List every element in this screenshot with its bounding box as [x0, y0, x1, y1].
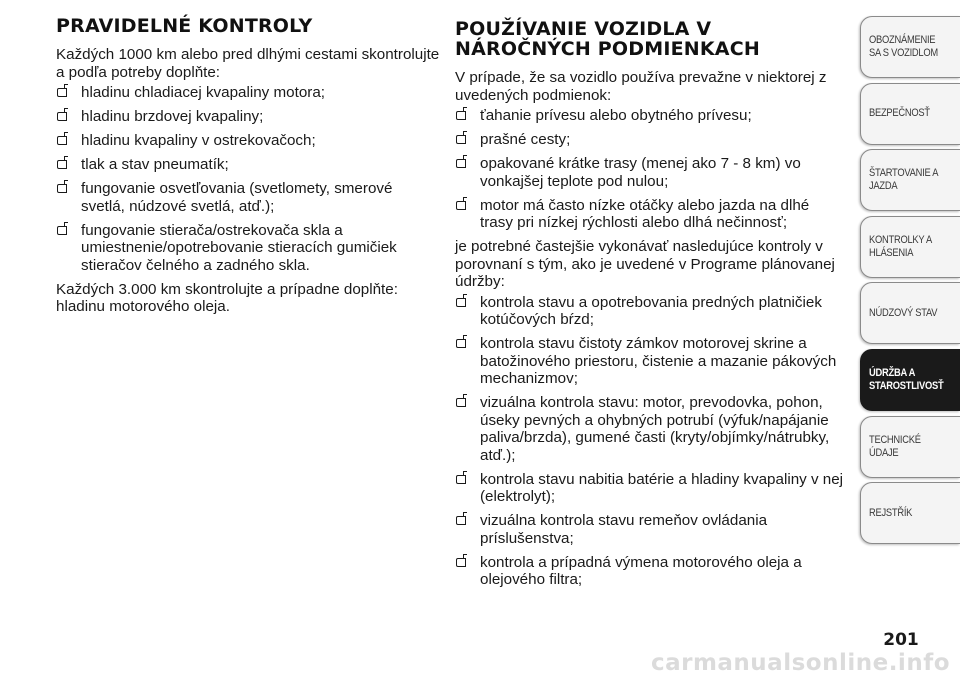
- list-item: ťahanie prívesu alebo obytného prívesu;: [455, 107, 845, 125]
- list-item: fungovanie stierača/ostrekovača skla a umiestnenie/opotrebovanie stieracích gumičiek stieračov čelného a zadného skla.: [56, 222, 440, 275]
- tab-index[interactable]: REJSTŘÍK: [860, 482, 960, 544]
- list-item: kontrola a prípadná výmena motorového oleja a olejového filtra;: [455, 554, 845, 589]
- list-item: kontrola stavu a opotrebovania predných platničiek kotúčových bŕzd;: [455, 294, 845, 329]
- list-item: kontrola stavu čistoty zámkov motorovej skrine a batožinového priestoru, čistenie a mazanie pákových mechanizmov;: [455, 335, 845, 388]
- list-item: prašné cesty;: [455, 131, 845, 149]
- intro-paragraph: Každých 1000 km alebo pred dlhými cestami skontrolujte a podľa potreby doplňte:: [56, 46, 440, 81]
- section-title-severe-conditions: POUŽÍVANIE VOZIDLA V NÁROČNÝCH PODMIENKACH: [455, 18, 760, 60]
- tab-technical-data[interactable]: TECHNICKÉ ÚDAJE: [860, 416, 960, 478]
- checkbox-bullet-icon: [57, 160, 67, 169]
- checkbox-bullet-icon: [456, 516, 466, 525]
- tab-safety[interactable]: BEZPEČNOSŤ: [860, 83, 960, 145]
- list-item: tlak a stav pneumatík;: [56, 156, 440, 174]
- checkbox-bullet-icon: [456, 339, 466, 348]
- tab-vehicle-intro[interactable]: OBOZNÁMENIE SA S VOZIDLOM: [860, 16, 960, 78]
- list-item: opakované krátke trasy (menej ako 7 - 8 km) vo vonkajšej teplote pod nulou;: [455, 155, 845, 190]
- conditions-intro: V prípade, že sa vozidlo používa prevažne v niektorej z uvedených podmienok:: [455, 69, 827, 104]
- checkbox-bullet-icon: [456, 159, 466, 168]
- checkbox-bullet-icon: [456, 135, 466, 144]
- checkbox-bullet-icon: [57, 88, 67, 97]
- list-item: kontrola stavu nabitia batérie a hladiny kvapaliny v nej (elektrolyt);: [455, 471, 845, 506]
- list-item: motor má často nízke otáčky alebo jazda na dlhé trasy pri nízkej rýchlosti alebo dlhá nečinnosť;: [455, 197, 845, 232]
- checkbox-bullet-icon: [57, 184, 67, 193]
- tab-maintenance[interactable]: ÚDRŽBA A STAROSTLIVOSŤ: [860, 349, 960, 411]
- checkbox-bullet-icon: [456, 111, 466, 120]
- oil-check-paragraph: Každých 3.000 km skontrolujte a prípadne doplňte: hladinu motorového oleja.: [56, 280, 398, 315]
- list-item: hladinu brzdovej kvapaliny;: [56, 108, 440, 126]
- chapter-tabs: [860, 16, 960, 549]
- checkbox-bullet-icon: [456, 558, 466, 567]
- more-frequent-checks-paragraph: je potrebné častejšie vykonávať nasledujúce kontroly v porovnaní s tým, ako je uvedené v Programe plánovanej údržby:: [455, 238, 835, 290]
- list-item: vizuálna kontrola stavu remeňov ovládania príslušenstva;: [455, 512, 845, 547]
- checkbox-bullet-icon: [57, 112, 67, 121]
- check-list: [56, 84, 440, 274]
- left-column: [56, 16, 440, 316]
- checkbox-bullet-icon: [456, 201, 466, 210]
- checkbox-bullet-icon: [456, 298, 466, 307]
- right-column: [455, 16, 845, 595]
- checkbox-bullet-icon: [57, 136, 67, 145]
- list-item: fungovanie osvetľovania (svetlomety, smerové svetlá, núdzové svetlá, atď.);: [56, 180, 440, 215]
- checkbox-bullet-icon: [456, 398, 466, 407]
- checks-list: [455, 294, 845, 589]
- tab-emergency[interactable]: NÚDZOVÝ STAV: [860, 282, 960, 344]
- tab-warning-lights[interactable]: KONTROLKY A HLÁSENIA: [860, 216, 960, 278]
- watermark: carmanualsonline.info: [650, 650, 950, 676]
- section-title-regular-checks: PRAVIDELNÉ KONTROLY: [56, 15, 313, 37]
- page-number: 201: [883, 630, 919, 650]
- list-item: hladinu chladiacej kvapaliny motora;: [56, 84, 440, 102]
- list-item: hladinu kvapaliny v ostrekovačoch;: [56, 132, 440, 150]
- list-item: vizuálna kontrola stavu: motor, prevodovka, pohon, úseky pevných a ohybných potrubí (výfuk/napájanie paliva/brzda), gumené časti (kryty/objímky/nátrubky, atď.);: [455, 394, 845, 464]
- checkbox-bullet-icon: [57, 226, 67, 235]
- checkbox-bullet-icon: [456, 475, 466, 484]
- tab-starting-driving[interactable]: ŠTARTOVANIE A JAZDA: [860, 149, 960, 211]
- conditions-list: [455, 107, 845, 232]
